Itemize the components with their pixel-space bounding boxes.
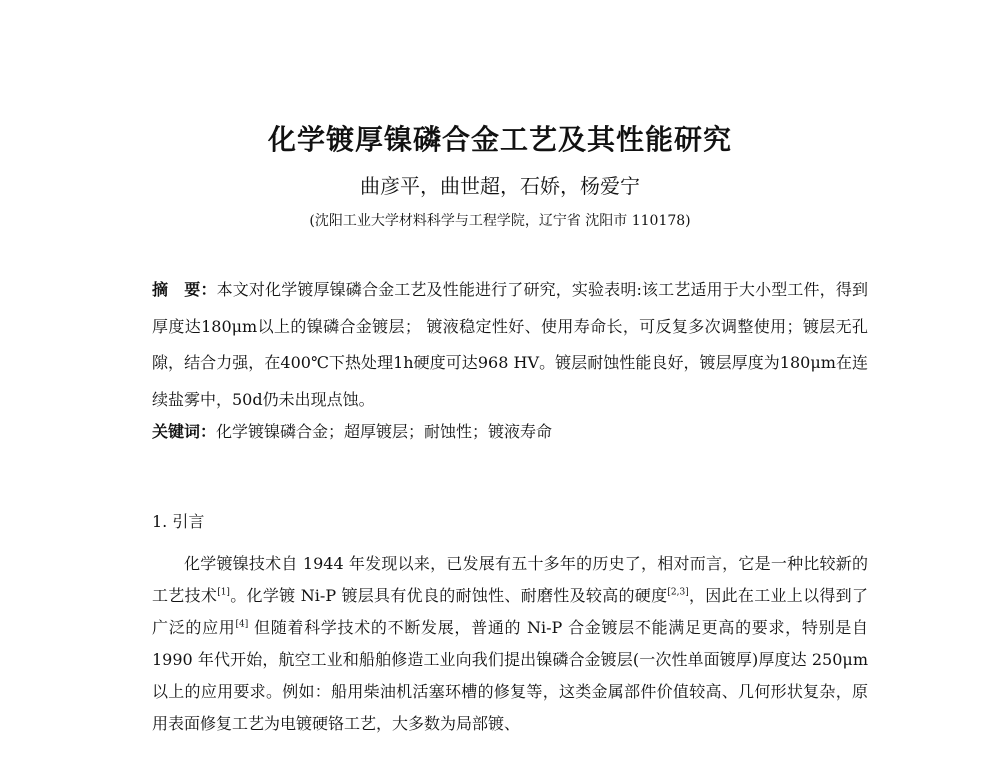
body-paragraph bbox=[152, 548, 868, 740]
citation: [2,3] bbox=[667, 587, 689, 598]
keywords bbox=[152, 418, 868, 446]
author-list: 曲彦平，曲世超，石娇，杨爱宁 bbox=[360, 174, 640, 198]
abstract bbox=[152, 272, 868, 418]
abstract-text: 本文对化学镀厚镍磷合金工艺及性能进行了研究，实验表明:该工艺适用于大小型工件，得到厚度达180μm以上的镍磷合金镀层； 镀液稳定性好、使用寿命长，可反复多次调整使用；镀层无孔隙，结合力强，在400℃下热处理1h硬度可达968 HV。镀层耐蚀性能良好，镀层厚度为180μm在连续盐雾中，50d仍未出现点蚀。 bbox=[152, 280, 868, 409]
body-segment: 但随着科学技术的不断发展，普通的 Ni-P 合金镀层不能满足更高的要求，特别是自 1990 年代开始，航空工业和船舶修造工业向我们提出镍磷合金镀层(一次性单面镀厚)厚度达 250μm 以上的应用要求。例如：船用柴油机活塞环槽的修复等，这类金属部件价值较高、几何形状复杂，原用表面修复工艺为电镀硬铬工艺，大多数为局部镀、 bbox=[152, 618, 868, 733]
body-segment: 。化学镀 Ni-P 镀层具有优良的耐蚀性、耐磨性及较高的硬度 bbox=[229, 586, 668, 605]
citation: [1] bbox=[217, 587, 230, 598]
paper-title: 化学镀厚镍磷合金工艺及其性能研究 bbox=[267, 123, 732, 156]
body-segment: 化学镀镍技术自 1944 年发现以来，已发展有五十多年的历史了，相对而言，它是一种比较新的工艺技术 bbox=[152, 554, 868, 605]
citation: [4] bbox=[235, 619, 249, 630]
abstract-label: 摘 要： bbox=[152, 280, 217, 299]
keywords-text: 化学镀镍磷合金；超厚镀层；耐蚀性；镀液寿命 bbox=[216, 422, 553, 441]
body-segment: ，因此在工业上以得到了广泛的应用 bbox=[152, 586, 868, 637]
keywords-label: 关键词： bbox=[152, 422, 217, 441]
affiliation: (沈阳工业大学材料科学与工程学院，辽宁省 沈阳市 110178) bbox=[309, 213, 691, 229]
section-heading: 1. 引言 bbox=[152, 512, 205, 531]
